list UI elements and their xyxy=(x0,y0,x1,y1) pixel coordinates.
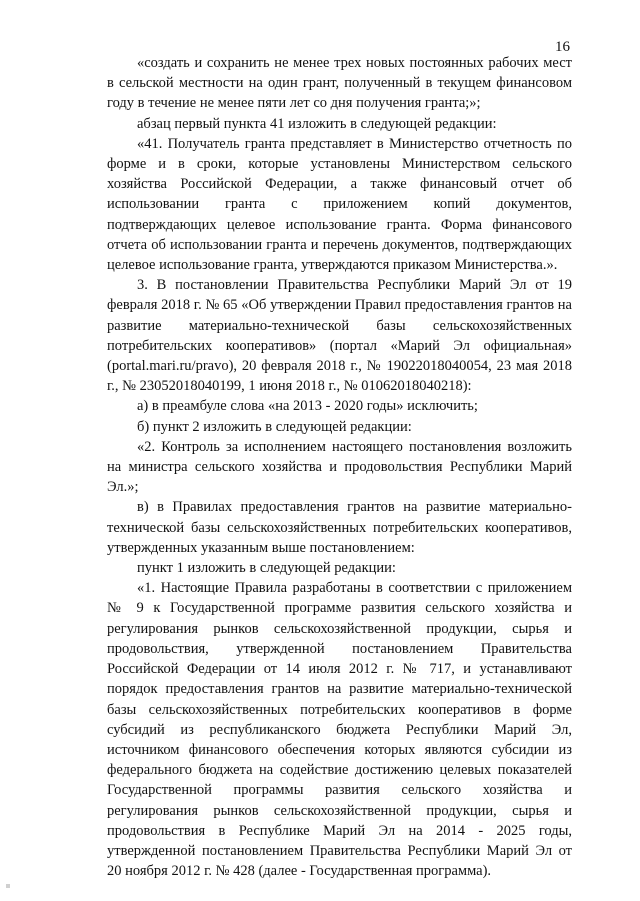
paragraph-item-a: а) в преамбуле слова «на 2013 - 2020 годы» исключить; xyxy=(137,398,478,415)
paragraph-item-v: в) в Правилах предоставления грантов на развитие материально-технической базы сельскохозяйственных потребительских кооперативов, утвержденных указанным выше постановлением: xyxy=(107,499,572,556)
paragraph-item-b: б) пункт 2 изложить в следующей редакции: xyxy=(137,418,412,435)
paragraph-point-41: «41. Получатель гранта представляет в Министерство отчетность по форме и в сроки, которые установлены Министерством сельского хозяйства Российской Федерации, а также финансовый отчет об использовании гранта с приложением копий документов, подтверждающих целевое использование гранта. Форма финансового отчета об использовании гранта и перечень документов, подтверждающих целевое использование гранта, утверждаются приказом Министерства.». xyxy=(107,135,572,274)
paragraph-instruction-41: абзац первый пункта 41 изложить в следующей редакции: xyxy=(137,115,497,132)
paragraph-point-2: «2. Контроль за исполнением настоящего постановления возложить на министра сельского хозяйства и продовольствия Республики Марий Эл.»; xyxy=(107,438,572,496)
paragraph-point-1: «1. Настоящие Правила разработаны в соответствии с приложением № 9 к Государственной программе развития сельского хозяйства и регулирования рынков сельскохозяйственной продукции, сырья и продовольствия, утвержденной постановлением Правительства Российской Федерации от 14 июля 2012 г. № 717, и устанавливают порядок предоставления грантов на развитие материально-технической базы сельскохозяйственных потребительских кооперативов в форме субсидий из республиканского бюджета Республики Марий Эл, источником финансового обеспечения которых являются субсидии из федерального бюджета на содействие достижению целевых показателей Государственной программы развития сельского хозяйства и регулирования рынков сельскохозяйственной продукции, сырья и продовольствия в Республике Марий Эл на 2014 - 2025 годы, утвержденной постановлением Правительства Республики Марий Эл от 20 ноября 2012 г. № 428 (далее - Государственная программа). xyxy=(107,580,572,880)
scan-mark xyxy=(6,884,10,888)
document-body xyxy=(107,53,572,881)
paragraph-quote-jobs: «создать и сохранить не менее трех новых постоянных рабочих мест в сельской местности на один грант, полученный в текущем финансовом году в течение не менее пяти лет со дня получения гранта;»; xyxy=(107,55,572,112)
paragraph-instruction-1: пункт 1 изложить в следующей редакции: xyxy=(137,560,396,577)
page-number: 16 xyxy=(555,39,570,55)
paragraph-section-3: 3. В постановлении Правительства Республики Марий Эл от 19 февраля 2018 г. № 65 «Об утверждении Правил предоставления грантов на развитие материально-технической базы сельскохозяйственных потребительских кооперативов» (портал «Марий Эл официальная» (portal.mari.ru/pravo), 20 февраля 2018 г., № 19022018040054, 23 мая 2018 г., № 23052018040199, 1 июня 2018 г., № 01062018040218): xyxy=(107,277,572,395)
